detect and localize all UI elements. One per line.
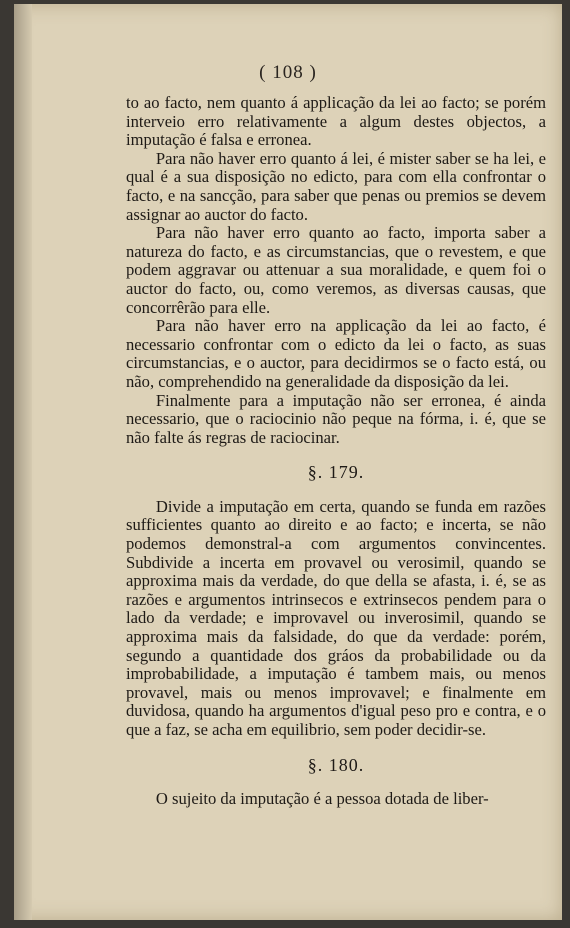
page-body bbox=[126, 94, 546, 809]
paragraph-5: Finalmente para a imputação não ser erronea, é ainda necessario, que o raciocinio não peque na fórma, i. é, que se não falte ás regras de raciocinar. bbox=[126, 390, 546, 447]
paragraph-2: Para não haver erro quanto á lei, é mister saber se ha lei, e qual é a sua disposição no edicto, para com ella confrontar o facto, e na sancção, para saber que penas ou premios se devem assignar ao auctor do facto. bbox=[126, 148, 546, 224]
section-179-text: Divide a imputação em certa, quando se funda em razões sufficientes quanto ao direito e ao facto; e incerta, se não podemos demonstral-a com argumentos convincentes. Subdivide a incerta em provavel ou verosimil, quando se approxima mais da verdade, do que della se afasta, i. é, se as razões e argumentos intrinsecos e extrinsecos pendem para o lado da verdade; e improvavel ou inverosimil, quando se approxima mais da falsidade, do que da verdade: porém, segundo a quantidade dos gráos da probabilidade ou da improbabilidade, a imputação é tambem mais, ou menos provavel, mais ou menos improvavel; e finalmente em duvidosa, quando ha argumentos d'igual peso pro e contra, e o que a faz, se acha em equilibrio, sem poder decidir-se. bbox=[126, 496, 546, 739]
book-page bbox=[14, 4, 562, 920]
page-gutter bbox=[14, 4, 32, 920]
paragraph-1: to ao facto, nem quanto á applicação da lei ao facto; se porém interveio erro relativamente a algum destes objectos, a imputação é falsa e erronea. bbox=[126, 93, 546, 150]
section-180-heading: §. 180. bbox=[307, 754, 365, 775]
paragraph-3: Para não haver erro quanto ao facto, importa saber a natureza do facto, e as circumstancias, que o revestem, e que podem aggravar ou attenuar a sua moralidade, e quem foi o auctor do facto, ou, como veremos, as diversas causas, que concorrêrão para elle. bbox=[126, 223, 546, 317]
section-180-text: O sujeito da imputação é a pessoa dotada de liber- bbox=[155, 789, 489, 809]
paragraph-4: Para não haver erro na applicação da lei ao facto, é necessario confrontar com o edicto da lei o facto, as suas circumstancias, e o auctor, para decidirmos se o facto está, ou não, comprehendido na generalidade da disposição da lei. bbox=[126, 316, 546, 391]
section-179-heading: §. 179. bbox=[307, 462, 365, 483]
page-number: ( 108 ) bbox=[259, 62, 317, 83]
